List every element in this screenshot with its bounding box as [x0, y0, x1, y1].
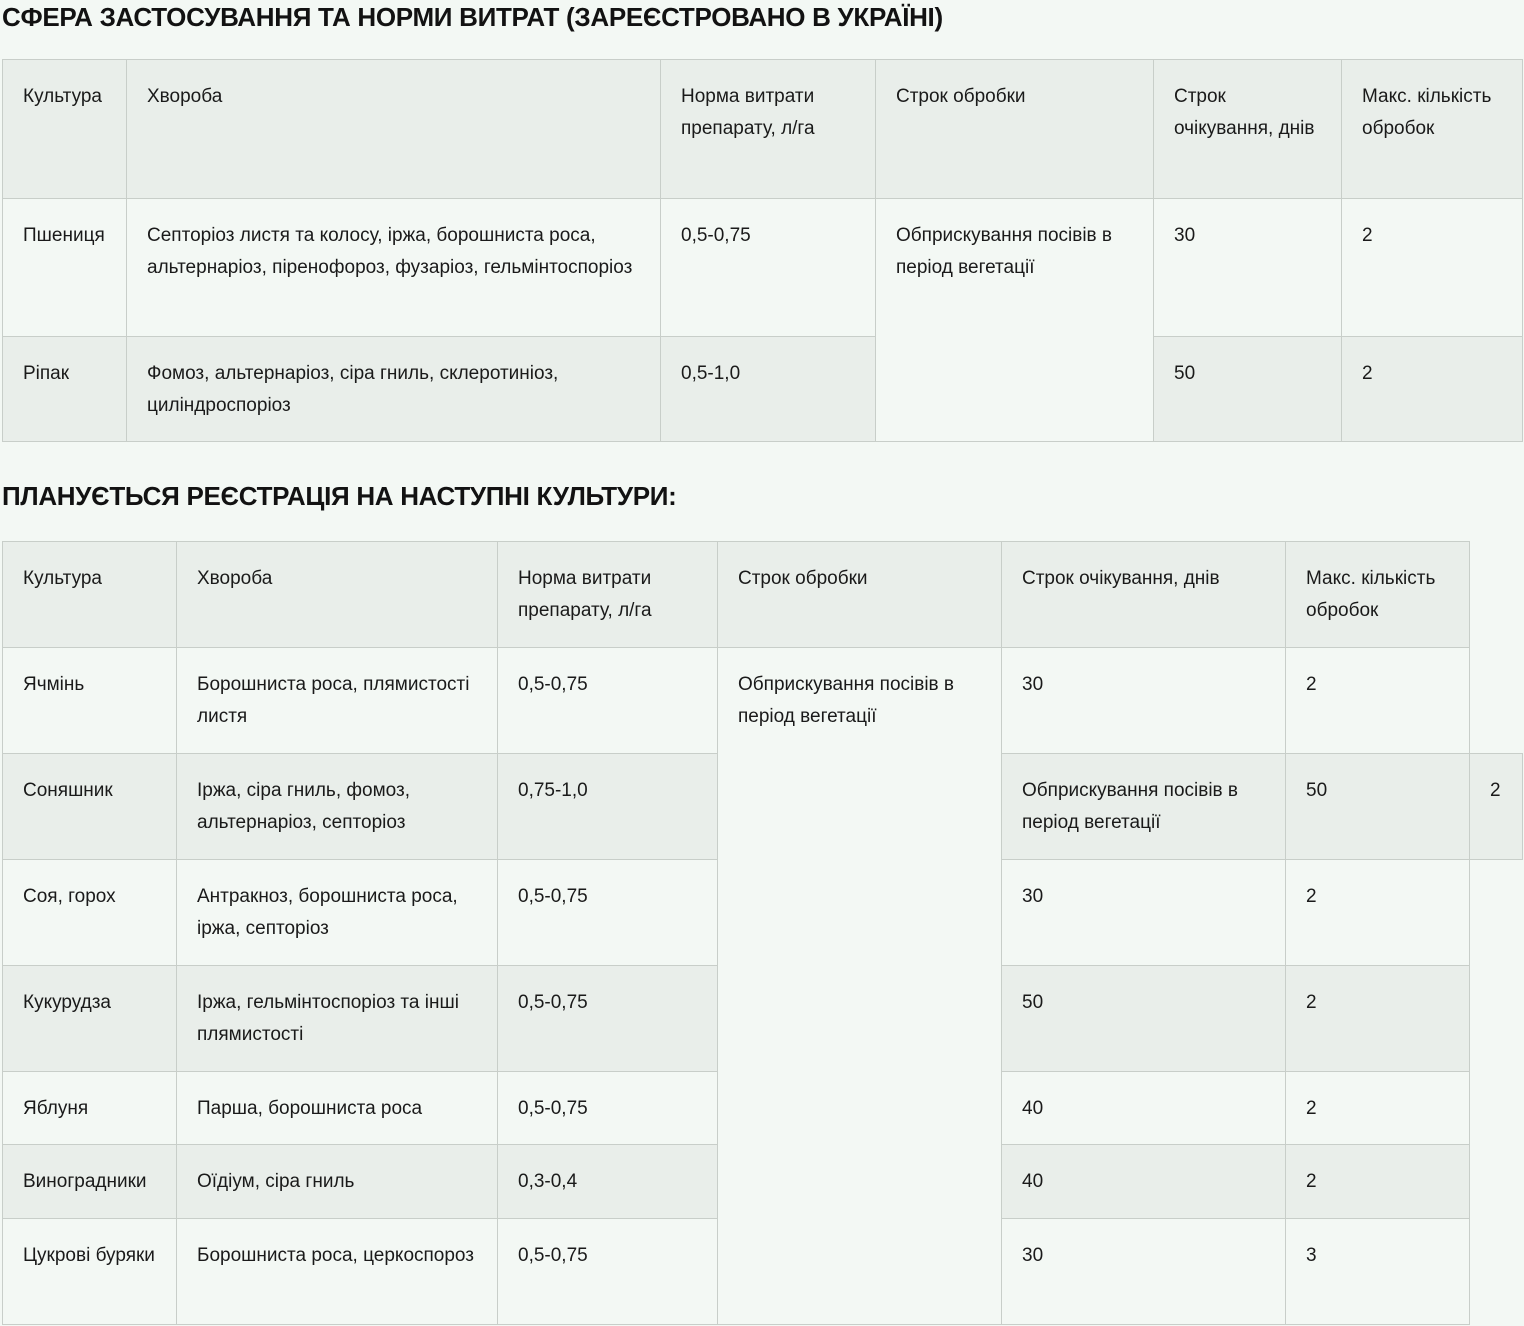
cell-disease: Парша, борошниста роса	[177, 1072, 498, 1145]
cell-crop: Виноградники	[3, 1145, 177, 1219]
cell-wait: 40	[1002, 1072, 1286, 1145]
cell-crop: Кукурудза	[3, 966, 177, 1072]
cell-max: 2	[1342, 337, 1523, 442]
cell-disease: Фомоз, альтернаріоз, сіра гниль, склеротиніоз, циліндроспоріоз	[127, 337, 661, 442]
header-wait: Строк очікування, днів	[1002, 542, 1286, 648]
table-row	[3, 337, 1523, 442]
registered-usage-table	[2, 59, 1523, 442]
cell-disease: Борошниста роса, плямистості листя	[177, 648, 498, 754]
cell-wait: 30	[1002, 1219, 1286, 1325]
empty-cell	[1470, 1072, 1523, 1145]
cell-term: Обприскування посівів в період вегетації	[876, 199, 1154, 442]
section-title-registered: СФЕРА ЗАСТОСУВАННЯ ТА НОРМИ ВИТРАТ (ЗАРЕЄСТРОВАНО В УКРАЇНІ)	[2, 2, 943, 32]
empty-cell	[1470, 966, 1523, 1072]
header-crop: Культура	[3, 60, 127, 199]
cell-disease: Антракноз, борошниста роса, іржа, септоріоз	[177, 860, 498, 966]
header-disease: Хвороба	[177, 542, 498, 648]
cell-crop: Яблуня	[3, 1072, 177, 1145]
cell-max: 2	[1286, 1072, 1470, 1145]
header-term: Строк обробки	[876, 60, 1154, 199]
cell-rate: 0,5-0,75	[498, 966, 718, 1072]
cell-wait: 50	[1286, 754, 1470, 860]
header-max: Макс. кількість обробок	[1342, 60, 1523, 199]
cell-rate: 0,5-0,75	[498, 648, 718, 754]
cell-max: 2	[1286, 648, 1470, 754]
cell-disease: Іржа, сіра гниль, фомоз, альтернаріоз, септоріоз	[177, 754, 498, 860]
cell-crop: Ріпак	[3, 337, 127, 442]
table-row	[3, 648, 1523, 754]
cell-disease: Іржа, гельмінтоспоріоз та інші плямистості	[177, 966, 498, 1072]
header-wait: Строк очікування, днів	[1154, 60, 1342, 199]
cell-max: 3	[1286, 1219, 1470, 1325]
cell-wait: 50	[1154, 337, 1342, 442]
header-max: Макс. кількість обробок	[1286, 542, 1470, 648]
cell-wait: 30	[1002, 860, 1286, 966]
cell-rate: 0,3-0,4	[498, 1145, 718, 1219]
cell-wait: 30	[1154, 199, 1342, 337]
header-term: Строк обробки	[718, 542, 1002, 648]
header-rate: Норма витрати препарату, л/га	[661, 60, 876, 199]
planned-registration-table	[2, 541, 1523, 1325]
table-row	[3, 199, 1523, 337]
section-title-planned: ПЛАНУЄТЬСЯ РЕЄСТРАЦІЯ НА НАСТУПНІ КУЛЬТУРИ:	[2, 481, 677, 511]
header-crop: Культура	[3, 542, 177, 648]
cell-crop: Соняшник	[3, 754, 177, 860]
cell-rate: 0,5-0,75	[661, 199, 876, 337]
cell-rate: 0,75-1,0	[498, 754, 718, 860]
cell-max: 2	[1286, 1145, 1470, 1219]
empty-cell	[1470, 1219, 1523, 1325]
cell-disease: Септоріоз листя та колосу, іржа, борошниста роса, альтернаріоз, піренофороз, фузаріоз, гельмінтоспоріоз	[127, 199, 661, 337]
cell-max: 2	[1470, 754, 1523, 860]
cell-crop: Соя, горох	[3, 860, 177, 966]
cell-max: 2	[1342, 199, 1523, 337]
cell-wait: 50	[1002, 966, 1286, 1072]
table-header-row	[3, 60, 1523, 199]
header-disease: Хвороба	[127, 60, 661, 199]
cell-rate: 0,5-0,75	[498, 860, 718, 966]
cell-max: 2	[1286, 860, 1470, 966]
cell-crop: Пшениця	[3, 199, 127, 337]
cell-rate: 0,5-1,0	[661, 337, 876, 442]
cell-rate: 0,5-0,75	[498, 1072, 718, 1145]
table-header-row	[3, 542, 1523, 648]
cell-disease: Оїдіум, сіра гниль	[177, 1145, 498, 1219]
cell-crop: Цукрові буряки	[3, 1219, 177, 1325]
header-rate: Норма витрати препарату, л/га	[498, 542, 718, 648]
empty-cell	[1470, 860, 1523, 966]
empty-cell	[1470, 1145, 1523, 1219]
cell-term: Обприскування посівів в період вегетації	[1002, 754, 1286, 860]
cell-rate: 0,5-0,75	[498, 1219, 718, 1325]
cell-wait: 30	[1002, 648, 1286, 754]
cell-wait: 40	[1002, 1145, 1286, 1219]
cell-term: Обприскування посівів в період вегетації	[718, 648, 1002, 1325]
cell-max: 2	[1286, 966, 1470, 1072]
cell-disease: Борошниста роса, церкоспороз	[177, 1219, 498, 1325]
empty-cell	[1470, 542, 1523, 648]
empty-cell	[1470, 648, 1523, 754]
cell-crop: Ячмінь	[3, 648, 177, 754]
